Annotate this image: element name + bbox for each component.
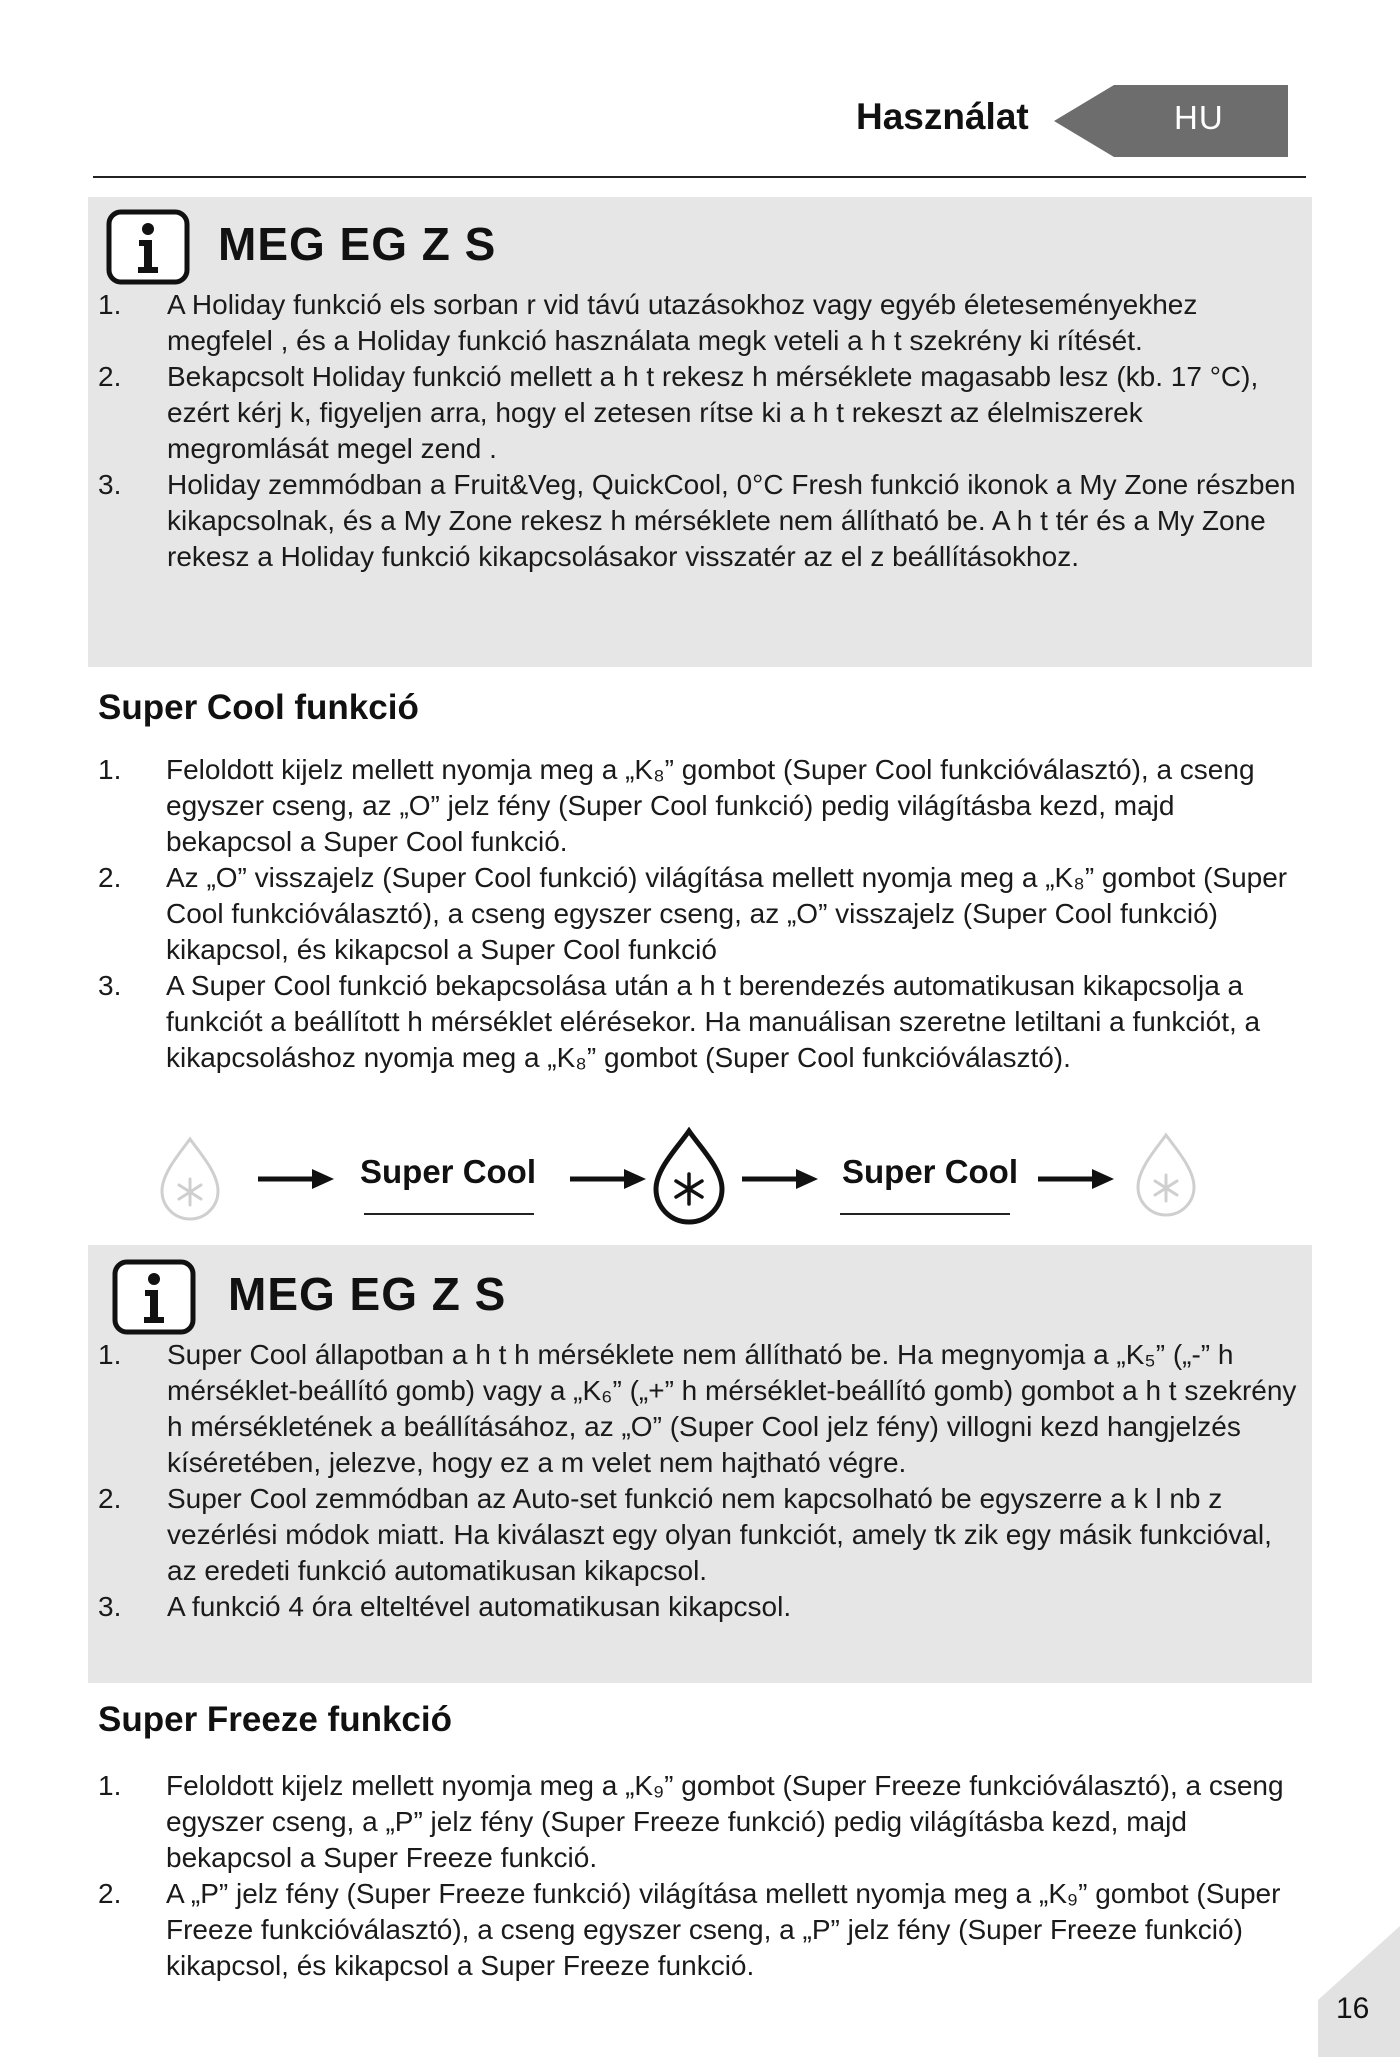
list-item bbox=[98, 968, 1298, 1076]
list-item bbox=[88, 287, 1312, 359]
list-item bbox=[98, 860, 1298, 968]
language-code: HU bbox=[1174, 99, 1224, 136]
snowflake-drop-off-icon bbox=[1132, 1131, 1200, 1219]
list-text: Super Cool zemmódban az Auto-set funkció nem kapcsolható be egyszerre a k l nb z vezérlési módok miatt. Ha kiválaszt egy olyan funkciót, amely tk zik egy másik funkcióval, az eredeti funkció automatikusan kikapcsol. bbox=[167, 1483, 1272, 1586]
snowflake-drop-off-icon bbox=[156, 1135, 224, 1223]
super-freeze-heading: Super Freeze funkció bbox=[98, 1700, 452, 1739]
flow-label: Super Cool bbox=[360, 1153, 537, 1190]
arrow-right-icon bbox=[1038, 1167, 1114, 1191]
list-text: A Super Cool funkció bekapcsolása után a h t berendezés automatikusan kikapcsolja a funkciót a beállított h mérséklet elérésekor. Ha manuálisan szeretne letiltani a funkciót, a kikapcsoláshoz nyomja meg a „K₈” gombot (Super Cool funkcióválasztó). bbox=[166, 970, 1261, 1073]
list-number: 3. bbox=[98, 469, 122, 500]
list-number: 3. bbox=[98, 1591, 122, 1622]
note-title: MEG EG Z S bbox=[218, 218, 497, 270]
flow-label: Super Cool bbox=[842, 1153, 1019, 1190]
arrow-right-icon bbox=[258, 1167, 334, 1191]
list-text: A funkció 4 óra elteltével automatikusan kikapcsol. bbox=[167, 1591, 792, 1622]
super-cool-heading: Super Cool funkció bbox=[98, 688, 419, 727]
list-text: Super Cool állapotban a h t h mérséklete nem állítható be. Ha megnyomja a „K₅” („-” h mérséklet-beállító gomb) vagy a „K₆” („+” h mérséklet-beállító gomb) gombot a h t szekrény h mérsékletének a beállításához, az „O” (Super Cool jelz fény) villogni kezd hangjelzés kíséretében, jelezve, hogy ez a m velet nem hajtható végre. bbox=[167, 1339, 1297, 1478]
header-divider bbox=[93, 176, 1306, 178]
list-number: 2. bbox=[98, 1878, 122, 1909]
list-number: 1. bbox=[98, 1339, 122, 1370]
arrow-right-icon bbox=[742, 1167, 818, 1191]
super-cool-flow-diagram bbox=[150, 1125, 1210, 1235]
list-item bbox=[88, 467, 1312, 575]
list-text: Bekapcsolt Holiday funkció mellett a h t rekesz h mérséklete magasabb lesz (kb. 17 °C), ezért kérj k, figyeljen arra, hogy el zetesen rítse ki a h t rekeszt az élelmiszerek megromlását megel zend . bbox=[167, 361, 1259, 464]
list-item bbox=[88, 1481, 1312, 1589]
list-text: Az „O” visszajelz (Super Cool funkció) világítása mellett nyomja meg a „K₈” gombot (Super Cool funkcióválasztó), a cseng egyszer cseng, az „O” visszajelz (Super Cool funkció) kikapcsol, és kikapcsol a Super Cool funkció bbox=[166, 862, 1288, 965]
list-text: A Holiday funkció els sorban r vid távú utazásokhoz vagy egyéb életeseményekhez megfelel , és a Holiday funkció használata megk veteli a h t szekrény ki rítését. bbox=[167, 289, 1198, 356]
list-number: 3. bbox=[98, 970, 122, 1001]
note-title: MEG EG Z S bbox=[228, 1268, 507, 1320]
list-number: 2. bbox=[98, 862, 122, 893]
list-item bbox=[88, 359, 1312, 467]
list-text: Feloldott kijelz mellett nyomja meg a „K₈” gombot (Super Cool funkcióválasztó), a cseng egyszer cseng, az „O” jelz fény (Super Cool funkció) pedig világításba kezd, majd bekapcsol a Super Cool funkció. bbox=[166, 754, 1255, 857]
list-text: Holiday zemmódban a Fruit&Veg, QuickCool, 0°C Fresh funkció ikonok a My Zone részben kikapcsolnak, és a My Zone rekesz h mérséklete nem állítható be. A h t tér és a My Zone rekesz a Holiday funkció kikapcsolásakor visszatér az el z beállításokhoz. bbox=[167, 469, 1296, 572]
list-item bbox=[88, 1337, 1312, 1481]
list-number: 1. bbox=[98, 289, 122, 320]
list-number: 2. bbox=[98, 1483, 122, 1514]
list-item bbox=[98, 1768, 1298, 1876]
note-box-super-cool bbox=[88, 1245, 1312, 1683]
snowflake-drop-on-icon bbox=[650, 1127, 728, 1225]
flow-label-underline bbox=[364, 1213, 534, 1215]
page-number: 16 bbox=[1336, 1992, 1370, 2025]
section-header-title: Használat bbox=[856, 96, 1029, 137]
arrow-right-icon bbox=[570, 1167, 646, 1191]
list-number: 1. bbox=[98, 1770, 122, 1801]
note-box-holiday bbox=[88, 197, 1312, 667]
list-number: 1. bbox=[98, 754, 122, 785]
list-text: Feloldott kijelz mellett nyomja meg a „K₉” gombot (Super Freeze funkcióválasztó), a cseng egyszer cseng, a „P” jelz fény (Super Freeze funkció) pedig világításba kezd, majd bekapcsol a Super Freeze funkció. bbox=[166, 1770, 1284, 1873]
flow-label-underline bbox=[840, 1213, 1010, 1215]
list-number: 2. bbox=[98, 361, 122, 392]
list-item bbox=[88, 1589, 1312, 1625]
language-tab bbox=[1054, 85, 1288, 157]
info-icon bbox=[112, 1259, 196, 1340]
list-text: A „P” jelz fény (Super Freeze funkció) világítása mellett nyomja meg a „K₉” gombot (Super Freeze funkcióválasztó), a cseng egyszer cseng, a „P” jelz fény (Super Freeze funkció) kikapcsol, és kikapcsol a Super Freeze funkció. bbox=[166, 1878, 1281, 1981]
list-item bbox=[98, 1876, 1298, 1984]
list-item bbox=[98, 752, 1298, 860]
info-icon bbox=[106, 209, 190, 290]
